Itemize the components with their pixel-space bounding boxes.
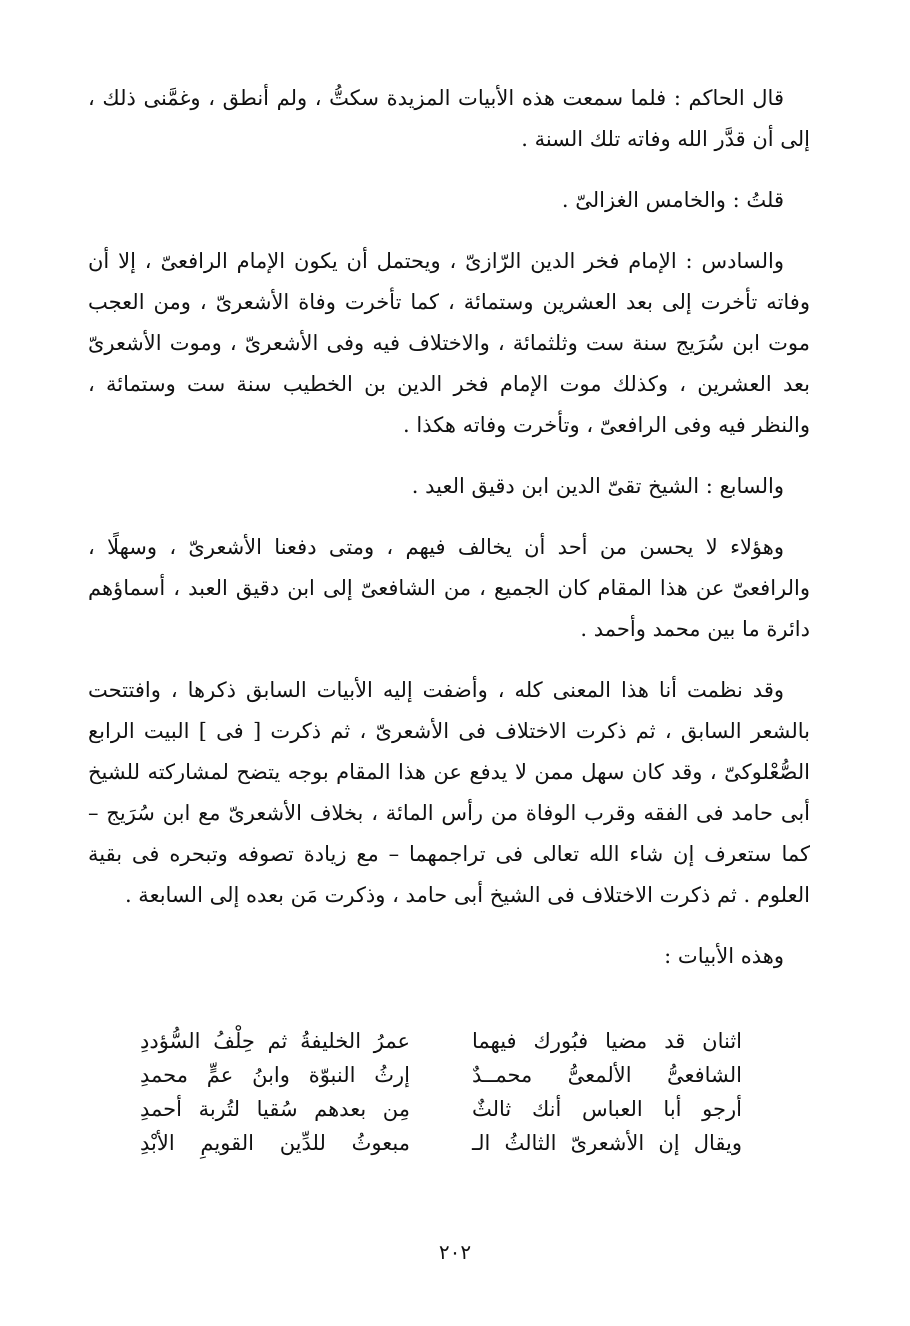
- verse-second-hemistich: عمرُ الخليفةُ ثم حِلْفُ السُّؤددِ: [140, 1029, 410, 1053]
- verse-line: [140, 1024, 742, 1058]
- verse-first-hemistich: ويقال إن الأشعرىّ الثالثُ الـ: [472, 1131, 742, 1155]
- verse-line: [140, 1126, 742, 1160]
- verse-first-hemistich: اثنان قد مضيا فبُورك فيهما: [472, 1029, 742, 1053]
- paragraph-names-circle: وهؤلاء لا يحسن من أحد أن يخالف فيهم ، ومتى دفعنا الأشعرىّ ، وسهلًا ، والرافعىّ عن هذا المقام كان الجميع ، من الشافعىّ إلى ابن دقيق العبد ، أسماؤهم دائرة ما بين محمد وأحمد .: [88, 535, 810, 641]
- paragraph-hakim-quote: قال الحاكم : فلما سمعت هذه الأبيات المزيدة سكتُّ ، ولم أنطق ، وغمَّنى ذلك ، إلى أن قدَّر الله وفاته تلك السنة .: [88, 86, 810, 151]
- page-number: ٢٠٢: [438, 1240, 472, 1264]
- verse-first-hemistich: الشافعىُّ الألمعىُّ محمــدٌ: [472, 1063, 742, 1087]
- paragraph-fifth: قلتُ : والخامس الغزالىّ .: [561, 188, 784, 212]
- paragraph-seventh: والسابع : الشيخ تقىّ الدين ابن دقيق العيد .: [411, 474, 784, 498]
- verse-second-hemistich: إرثُ النبوّة وابنُ عمٍّ محمدِ: [140, 1063, 410, 1087]
- verse-line: [140, 1058, 742, 1092]
- paragraph-sixth: والسادس : الإمام فخر الدين الرّازىّ ، ويحتمل أن يكون الإمام الرافعىّ ، إلا أن وفاته تأخرت إلى بعد العشرين وستمائة ، كما تأخرت وفاة الأشعرىّ ، ومن العجب موت ابن سُرَيج سنة ست وثلثمائة ، والاختلاف فيه وفى الأشعرىّ ، وموت الأشعرىّ بعد العشرين ، وكذلك موت الإمام فخر الدين بن الخطيب سنة ست وستمائة ، والنظر فيه وفى الرافعىّ ، وتأخرت وفاته هكذا .: [88, 249, 810, 437]
- paragraph-verses-intro: وهذه الأبيات :: [664, 944, 784, 968]
- paragraph-composition: وقد نظمت أنا هذا المعنى كله ، وأضفت إليه الأبيات السابق ذكرها ، وافتتحت بالشعر السابق ، ثم ذكرت الاختلاف فى الأشعرىّ ، ثم ذكرت [ فى ] البيت الرابع الصُّعْلوكىّ ، وقد كان سهل ممن لا يدفع عن هذا المقام بوجه يتضح لمشاركته للشيخ أبى حامد فى الفقه وقرب الوفاة من رأس المائة ، بخلاف الأشعرىّ مع ابن سُرَيج – كما ستعرف إن شاء الله تعالى فى تراجمهما – مع زيادة تصوفه وتبحره فى بقية العلوم . ثم ذكرت الاختلاف فى الشيخ أبى حامد ، وذكرت مَن بعده إلى السابعة .: [88, 678, 810, 907]
- verse-line: [140, 1092, 742, 1126]
- verse-second-hemistich: مِن بعدهم سُقيا لتُربة أحمدِ: [140, 1097, 410, 1121]
- main-text: [88, 78, 810, 977]
- poem: [140, 1024, 742, 1160]
- verse-first-hemistich: أرجو أبا العباس أنك ثالثٌ: [472, 1097, 742, 1121]
- verse-second-hemistich: مبعوثُ للدِّين القويمِ الأبْدِ: [140, 1131, 410, 1155]
